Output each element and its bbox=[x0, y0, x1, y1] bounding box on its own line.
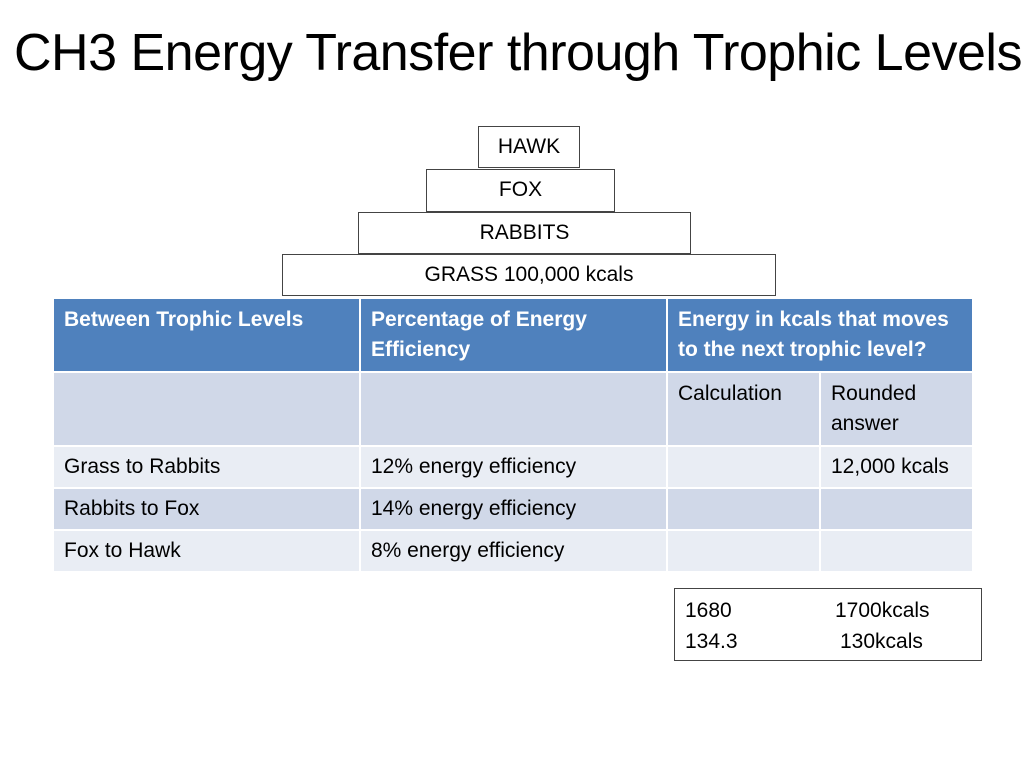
table-cell bbox=[360, 372, 667, 446]
slide-title: CH3 Energy Transfer through Trophic Levels bbox=[14, 24, 1022, 82]
cell-levels: Grass to Rabbits bbox=[53, 446, 360, 488]
header-energy-moves: Energy in kcals that moves to the next trophic level? bbox=[667, 298, 973, 372]
pyramid-level-hawk: HAWK bbox=[478, 126, 580, 168]
answer-line bbox=[685, 626, 981, 657]
cell-rounded bbox=[820, 530, 973, 572]
cell-efficiency: 14% energy efficiency bbox=[360, 488, 667, 530]
answer-rounded: 130kcals bbox=[840, 630, 923, 653]
table-cell bbox=[53, 372, 360, 446]
table-row bbox=[53, 446, 973, 488]
answer-line bbox=[685, 595, 981, 626]
table-row bbox=[53, 488, 973, 530]
header-efficiency: Percentage of Energy Efficiency bbox=[360, 298, 667, 372]
cell-levels: Fox to Hawk bbox=[53, 530, 360, 572]
energy-transfer-table bbox=[52, 297, 974, 573]
pyramid-level-rabbits: RABBITS bbox=[358, 212, 691, 254]
header-between-levels: Between Trophic Levels bbox=[53, 298, 360, 372]
pyramid-level-fox: FOX bbox=[426, 169, 615, 212]
cell-levels: Rabbits to Fox bbox=[53, 488, 360, 530]
table-header-row bbox=[53, 298, 973, 372]
cell-calculation bbox=[667, 446, 820, 488]
cell-rounded bbox=[820, 488, 973, 530]
subheader-calculation: Calculation bbox=[667, 372, 820, 446]
answer-rounded: 1700kcals bbox=[835, 599, 930, 622]
table-row bbox=[53, 530, 973, 572]
answer-calculation: 1680 bbox=[685, 599, 732, 622]
pyramid-level-grass: GRASS 100,000 kcals bbox=[282, 254, 776, 296]
answer-box bbox=[674, 588, 982, 661]
cell-calculation bbox=[667, 530, 820, 572]
cell-rounded: 12,000 kcals bbox=[820, 446, 973, 488]
cell-calculation bbox=[667, 488, 820, 530]
subheader-rounded: Rounded answer bbox=[820, 372, 973, 446]
cell-efficiency: 12% energy efficiency bbox=[360, 446, 667, 488]
answer-calculation: 134.3 bbox=[685, 630, 738, 653]
cell-efficiency: 8% energy efficiency bbox=[360, 530, 667, 572]
table-subheader-row bbox=[53, 372, 973, 446]
